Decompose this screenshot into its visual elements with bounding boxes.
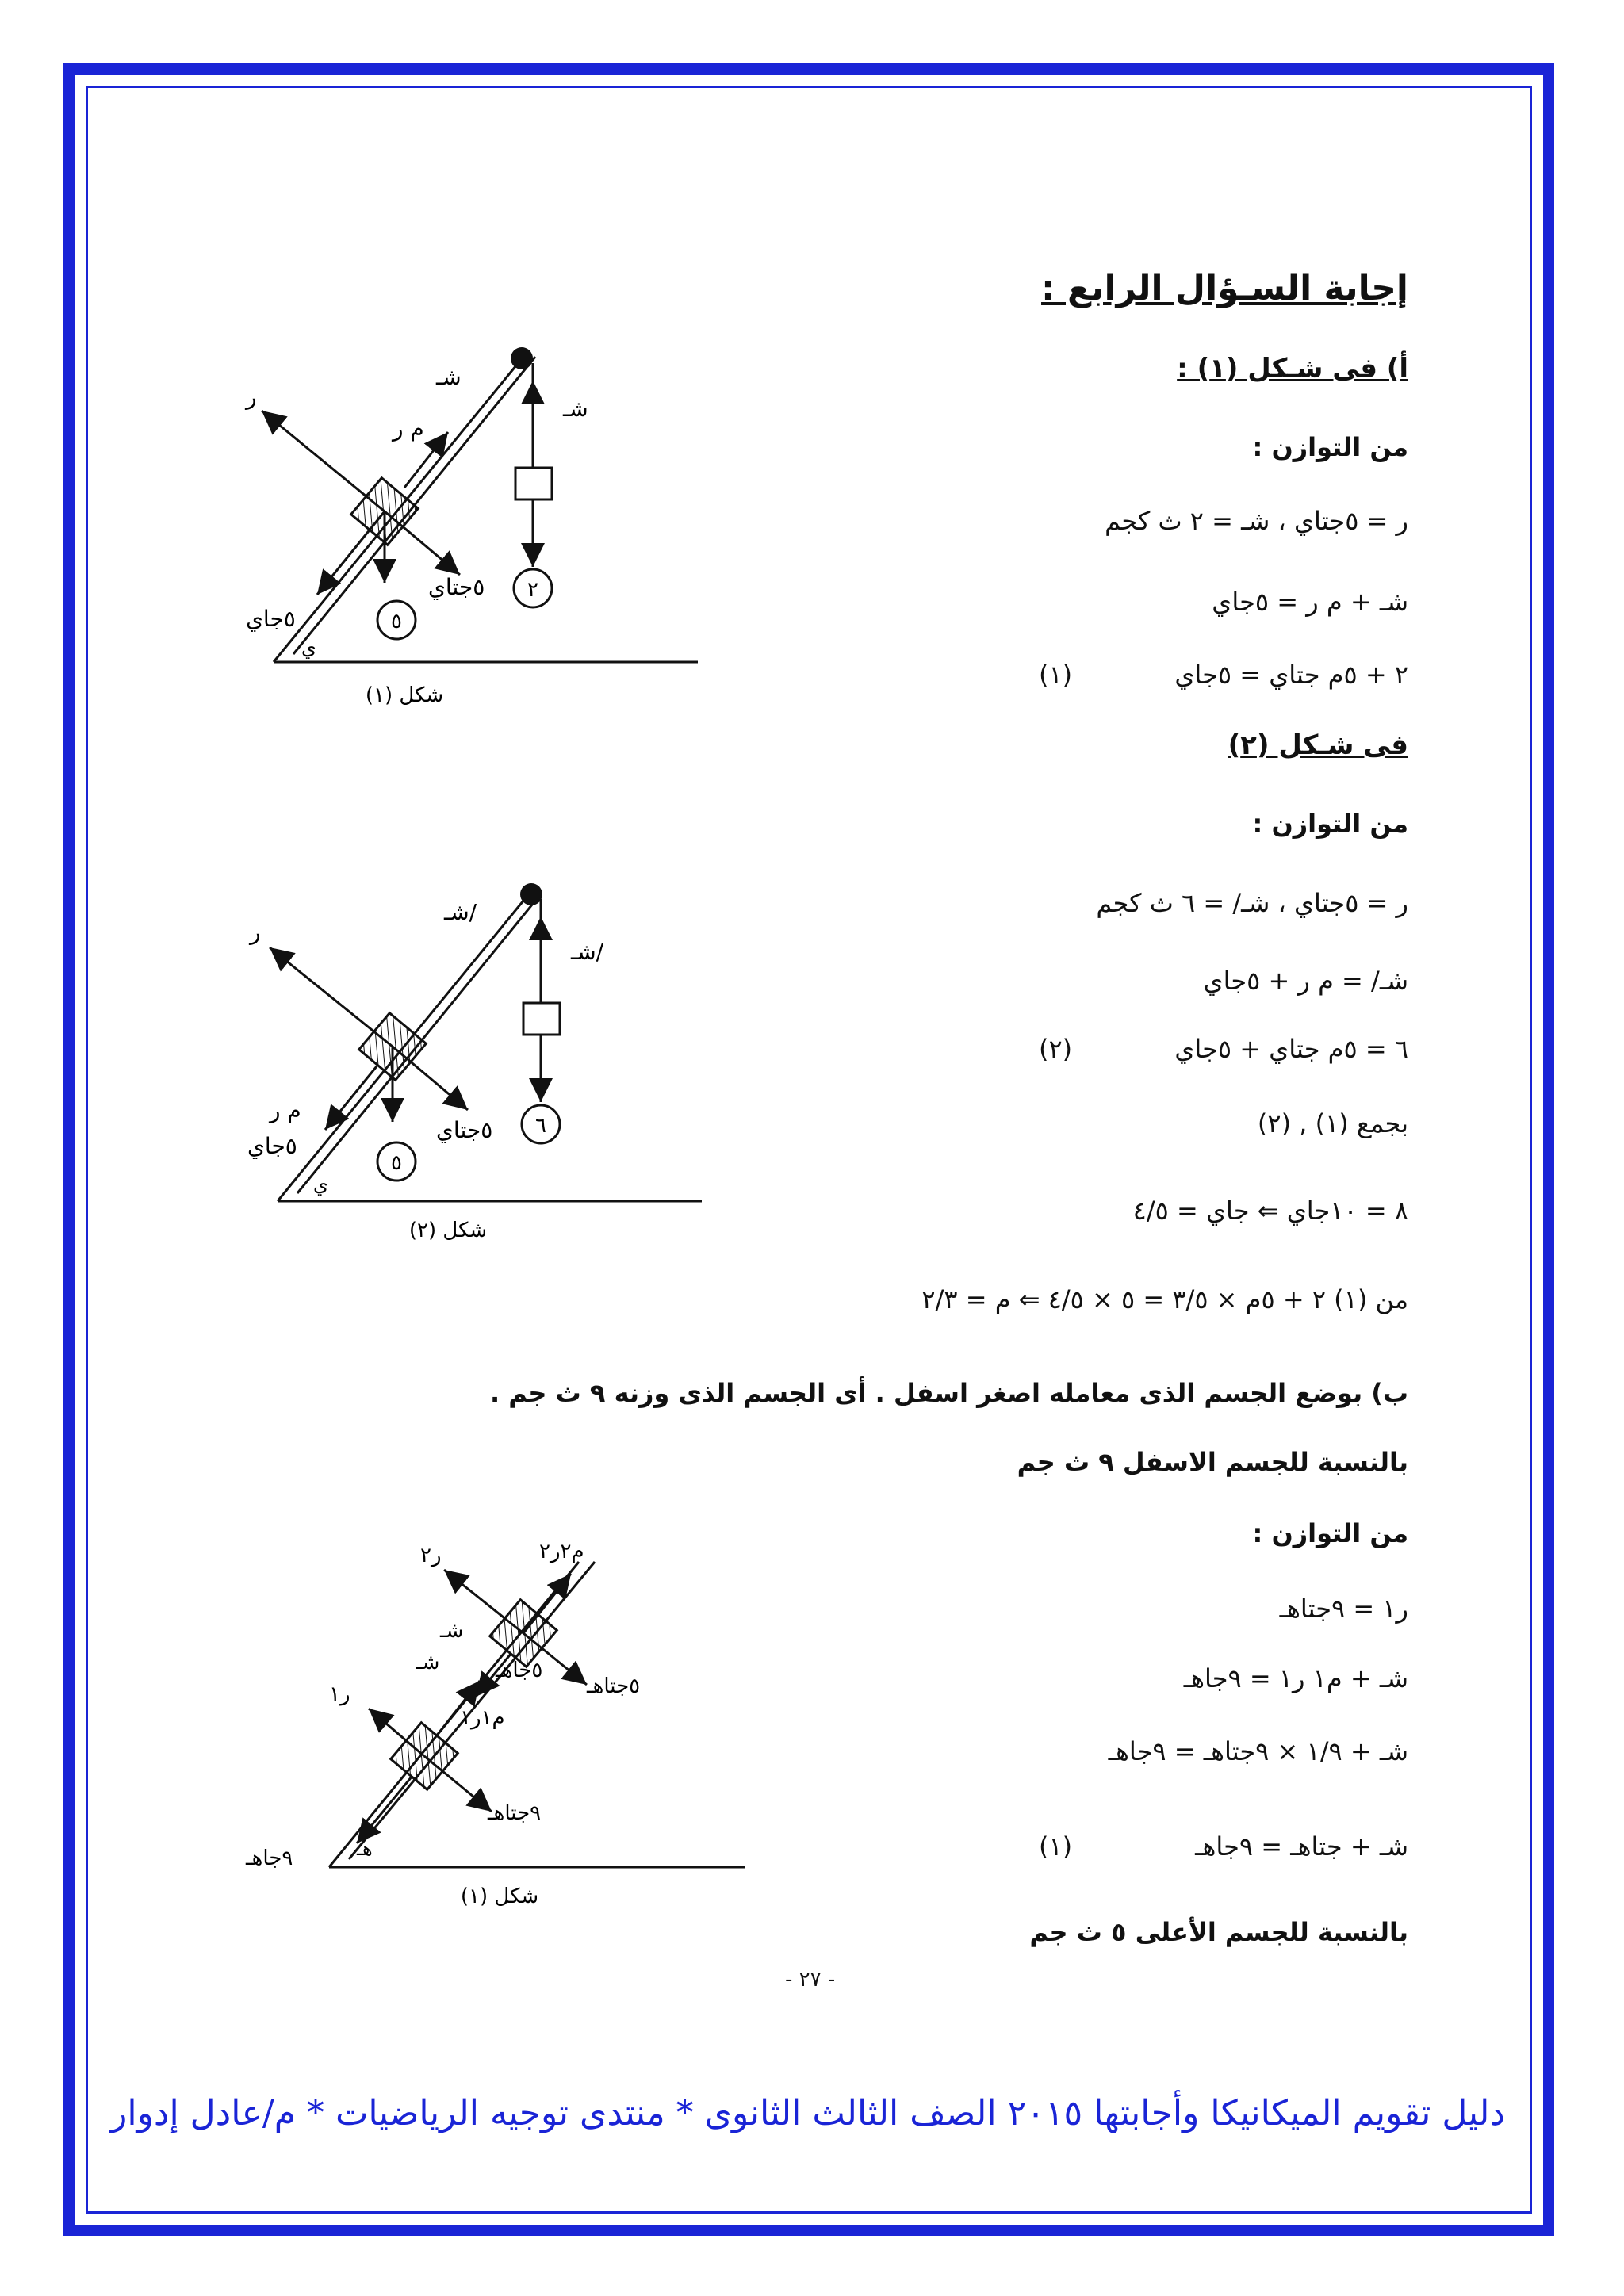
fig2-eq-line-1: ر = ٥جتاي ، شـ/ = ٦ ث كجم: [1096, 888, 1408, 918]
cos5-label: ٥جتاهـ: [587, 1674, 641, 1698]
hanging-block: [515, 468, 552, 499]
friction-label: م ر: [270, 1097, 301, 1123]
from-eq1-line: من (١) ٢ + ٥م × ٣/٥ = ٥ × ٤/٥ ⇐ م = ٢/٣: [921, 1284, 1408, 1314]
pulley: [511, 347, 533, 369]
figure-2-caption: شكل (٢): [408, 1219, 488, 1242]
fig1-eq-line-1: ر = ٥جتاي ، شـ = ٢ ث كجم: [1105, 506, 1408, 536]
angle-label: ي: [313, 1173, 328, 1196]
result-line: ٨ = ١٠جاي ⇐ جاي = ٤/٥: [1132, 1196, 1408, 1226]
page-title: إجابة السـؤال الرابع :: [1041, 268, 1408, 308]
part-b-eq-line-3: شـ + ١/٩ × ٩جتاهـ = ٩جاهـ: [1108, 1736, 1408, 1766]
lower-body-heading: بالنسبة للجسم الاسفل ٩ ث جم: [1017, 1447, 1408, 1477]
r2-label: ر٢: [420, 1544, 442, 1567]
sum-line: بجمع (١) , (٢): [1257, 1108, 1408, 1138]
fig2-heading: فى شـكل (٢): [1228, 729, 1408, 761]
fig1-eq-number: (١): [1039, 660, 1073, 690]
page-number: - ٢٧ -: [785, 1968, 836, 1992]
pulley: [520, 883, 542, 905]
friction-label: م ر: [393, 415, 424, 442]
fig1-eq-line-3: ٢ + ٥م جتاي = ٥جاي: [1174, 660, 1408, 690]
right-tension-label: شـ: [563, 396, 588, 422]
fig2-eq-line-2: شـ/ = م ر + ٥جاي: [1203, 966, 1408, 996]
part-b-eq-line-4: شـ + جتاهـ = ٩جاهـ: [1195, 1831, 1408, 1862]
cos-component-label: ٥جتاي: [428, 574, 485, 600]
angle-label: ي: [301, 637, 316, 659]
m2r2-label: م٢ر٢: [539, 1540, 584, 1563]
figure-2: [238, 864, 714, 1261]
part-b-eq-line-2: شـ + م١ ر١ = ٩جاهـ: [1183, 1663, 1408, 1693]
m1r1-label: م١ر١: [460, 1706, 505, 1730]
part-b-statement: ب) بوضع الجسم الذى معامله اصغر اسفل . أى الجسم الذى وزنه ٩ ث جم .: [490, 1378, 1408, 1408]
footer-banner: دليل تقويم الميكانيكا وأجابتها ٢٠١٥ الصف الثالث الثانوى * منتدى توجيه الرياضيات * م/عادل إدوار: [110, 2093, 1505, 2133]
angle-label: هـ: [357, 1838, 373, 1860]
upper-body-heading: بالنسبة للجسم الأعلى ٥ ث جم: [1029, 1917, 1408, 1947]
weight-label: ٥: [391, 1151, 402, 1175]
sin-component-label: ٥جاي: [246, 606, 296, 632]
figure-1: [238, 333, 714, 729]
tension-label: شـ: [436, 364, 462, 390]
r1-label: ر١: [329, 1682, 350, 1706]
right-tension-label: شـ/: [571, 939, 604, 965]
figure-3-caption: شكل (١): [460, 1885, 539, 1908]
normal-label: ر: [250, 919, 261, 945]
part-b-from-equilibrium: من التوازن :: [1252, 1518, 1408, 1548]
fig1-from-equilibrium: من التوازن :: [1252, 432, 1408, 462]
figure-1-caption: شكل (١): [365, 683, 444, 707]
fig2-from-equilibrium: من التوازن :: [1252, 809, 1408, 839]
cos9-label: ٩جتاهـ: [488, 1801, 542, 1825]
weight-label: ٥: [391, 610, 402, 633]
tension-label-lower: شـ: [416, 1651, 440, 1674]
hanging-weight-label: ٦: [535, 1114, 546, 1138]
sin9-label: ٩جاهـ: [246, 1846, 293, 1870]
fig2-eq-line-3: ٦ = ٥م جتاي + ٥جاي: [1174, 1034, 1408, 1064]
sin-component-label: ٥جاي: [247, 1133, 297, 1159]
fig2-eq-number: (٢): [1039, 1034, 1073, 1064]
sin5-label: ٥جاهـ: [496, 1659, 543, 1682]
tension-label: شـ/: [444, 899, 477, 925]
cos-component-label: ٥جتاي: [436, 1117, 493, 1143]
hanging-block: [523, 1003, 560, 1035]
hanging-weight-label: ٢: [527, 578, 538, 602]
part-b-eq-line-1: ر١ = ٩جتاهـ: [1279, 1594, 1408, 1624]
normal-label: ر: [246, 384, 257, 410]
part-b-eq-number: (١): [1039, 1831, 1073, 1862]
tension-label-upper: شـ: [440, 1619, 464, 1643]
fig1-eq-line-2: شـ + م ر = ٥جاي: [1212, 587, 1408, 617]
figure-3: [238, 1498, 761, 1911]
fig1-heading: أ) فى شـكل (١) :: [1177, 353, 1408, 385]
